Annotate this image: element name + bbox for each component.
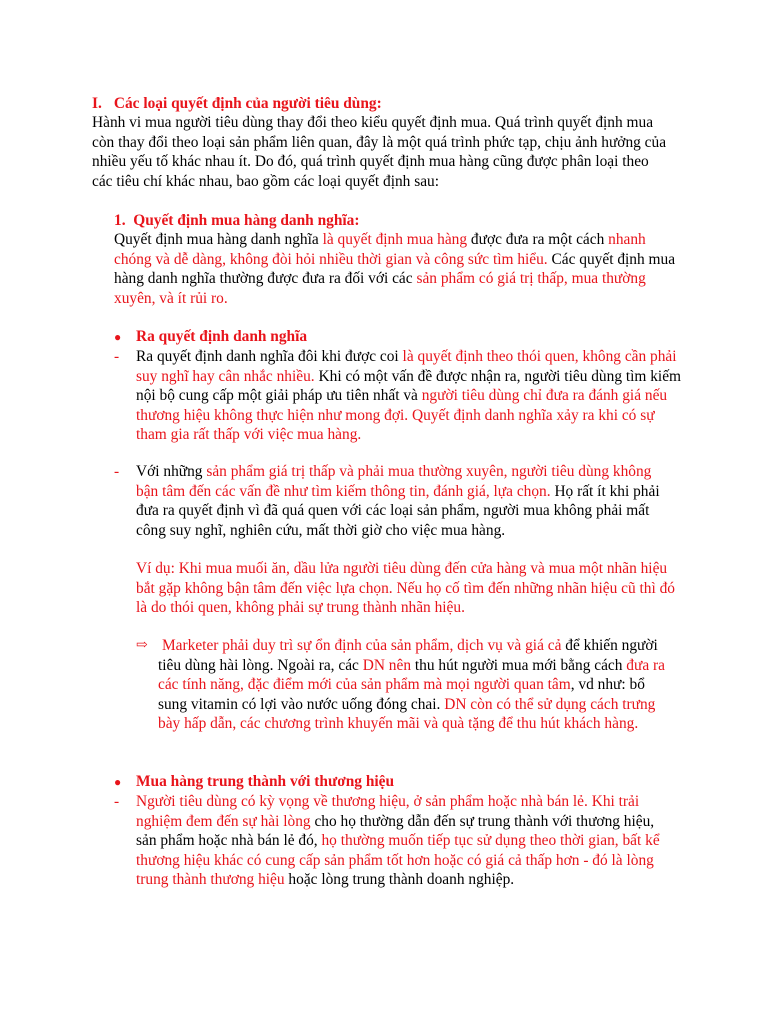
arrow-right-icon: ⇨ [136, 638, 148, 653]
dash-marker: - [114, 463, 120, 480]
text-run: để khiến người tiêu dùng hài lòng. Ngoài ra, các [158, 637, 658, 674]
highlight-run: sản phẩm có giá trị thấp, mua thường xuyên, và ít rủi ro. [114, 270, 646, 307]
highlight-run: là quyết định theo thói quen, không cần phải suy nghĩ hay cân nhắc nhiều. [136, 348, 677, 385]
subsection-number: 1. [114, 212, 126, 229]
marketer-paragraph [158, 636, 666, 734]
text-run: thu hút người mua mới bằng cách [411, 656, 627, 674]
text-run: cho họ thường dẫn đến sự trung thành với thương hiệu, sản phẩm hoặc nhà bán lẻ đó, [136, 812, 655, 850]
highlight-run: Marketer phải duy trì sự ổn định của sản phẩm, dịch vụ và giá cả [162, 637, 562, 654]
section-heading [92, 94, 692, 114]
text-run: Các quyết định mua hàng danh nghĩa thường được đưa ra đối với các [114, 250, 676, 288]
bullet-icon: ● [114, 330, 122, 344]
highlight-run: đưa ra các tính năng, đặc điểm mới của sản phẩm mà mọi người quan tâm [158, 656, 665, 694]
highlight-run: là quyết định mua hàng [322, 231, 468, 248]
section-title: Các loại quyết định của người tiêu dùng: [113, 95, 382, 112]
highlight-run: sản phẩm giá trị thấp và phải mua thường xuyên, người tiêu dùng không bận tâm đến các vấn đề như tìm kiếm thông tin, đánh giá, lựa chọn. [136, 463, 652, 500]
highlight-run: nhanh chóng và dễ dàng, không đòi hỏi nhiều thời gian và công sức tìm hiểu. [114, 231, 646, 268]
text-run: Quyết định mua hàng danh nghĩa [114, 231, 323, 248]
bullet-paragraph [136, 462, 676, 540]
highlight-run: Người tiêu dùng có kỳ vọng về thương hiệu, ở sản phẩm hoặc nhà bán lẻ. Khi trải nghiệm đem đến sự hài lòng [136, 793, 640, 830]
text-run: , vd như: bổ sung vitamin có lợi vào nước uống đóng chai. [158, 676, 645, 713]
section-intro: Hành vi mua người tiêu dùng thay đổi theo kiểu quyết định mua. Quá trình quyết định mua còn thay đổi theo loại sản phẩm liên quan, đây là một quá trình phức tạp, chịu ảnh hưởng của nhiều yếu tố khác nhau ít. Do đó, quá trình quyết định mua hàng cũng được phân loại theo các tiêu chí khác nhau, bao gồm các loại quyết định sau: [92, 114, 667, 190]
highlight-run: họ thường muốn tiếp tục sử dụng theo thời gian, bất kể thương hiệu khác có cung cấp sản phẩm tốt hơn hoặc có giá cả thấp hơn - đó là lòng trung thành thương hiệu [136, 832, 660, 889]
bullet-icon: ● [114, 775, 122, 789]
example-paragraph: Ví dụ: Khi mua muối ăn, dầu lửa người tiêu dùng đến cửa hàng và mua một nhãn hiệu bắt gặp không bận tâm đến việc lựa chọn. Nếu họ cố tìm đến những nhãn hiệu cũ thì đó là do thói quen, không phải sự trung thành nhãn hiệu. [136, 560, 675, 617]
subsection-heading [114, 211, 674, 231]
bullet-paragraph [136, 347, 681, 445]
text-run: Họ rất ít khi phải đưa ra quyết định vì đã quá quen với các loại sản phẩm, người mua không phải mất công suy nghĩ, nghiên cứu, mất thời giờ cho việc mua hàng. [136, 482, 660, 539]
highlight-run: DN nên [362, 656, 412, 674]
highlight-run: người tiêu dùng chỉ đưa ra đánh giá nếu thương hiệu không thực hiện như mong đợi. Quyết định danh nghĩa xảy ra khi có sự tham gia rất thấp với việc mua hàng. [136, 387, 668, 444]
text-run: hoặc lòng trung thành doanh nghiệp. [284, 871, 515, 889]
subsection-title: Quyết định mua hàng danh nghĩa: [133, 212, 360, 229]
text-run: Ra quyết định danh nghĩa đôi khi được coi [136, 348, 403, 365]
subsection-paragraph [114, 230, 679, 308]
bullet-heading: Ra quyết định danh nghĩa [136, 328, 308, 345]
text-run: Với những [136, 463, 207, 480]
highlight-run: DN còn có thể sử dụng cách trưng bày hấp dẫn, các chương trình khuyến mãi và quà tặng để thu hút khách hàng. [158, 695, 656, 733]
text-run: Khi có một vấn đề được nhận ra, người tiêu dùng tìm kiếm nội bộ cung cấp một giải pháp ưu tiên nhất và [136, 367, 682, 405]
dash-marker: - [114, 348, 120, 365]
bullet-heading: Mua hàng trung thành với thương hiệu [136, 773, 395, 790]
bullet-paragraph [136, 792, 676, 890]
section-number: I. [92, 95, 102, 112]
dash-marker: - [114, 793, 120, 810]
text-run: được đưa ra một cách [467, 231, 609, 248]
